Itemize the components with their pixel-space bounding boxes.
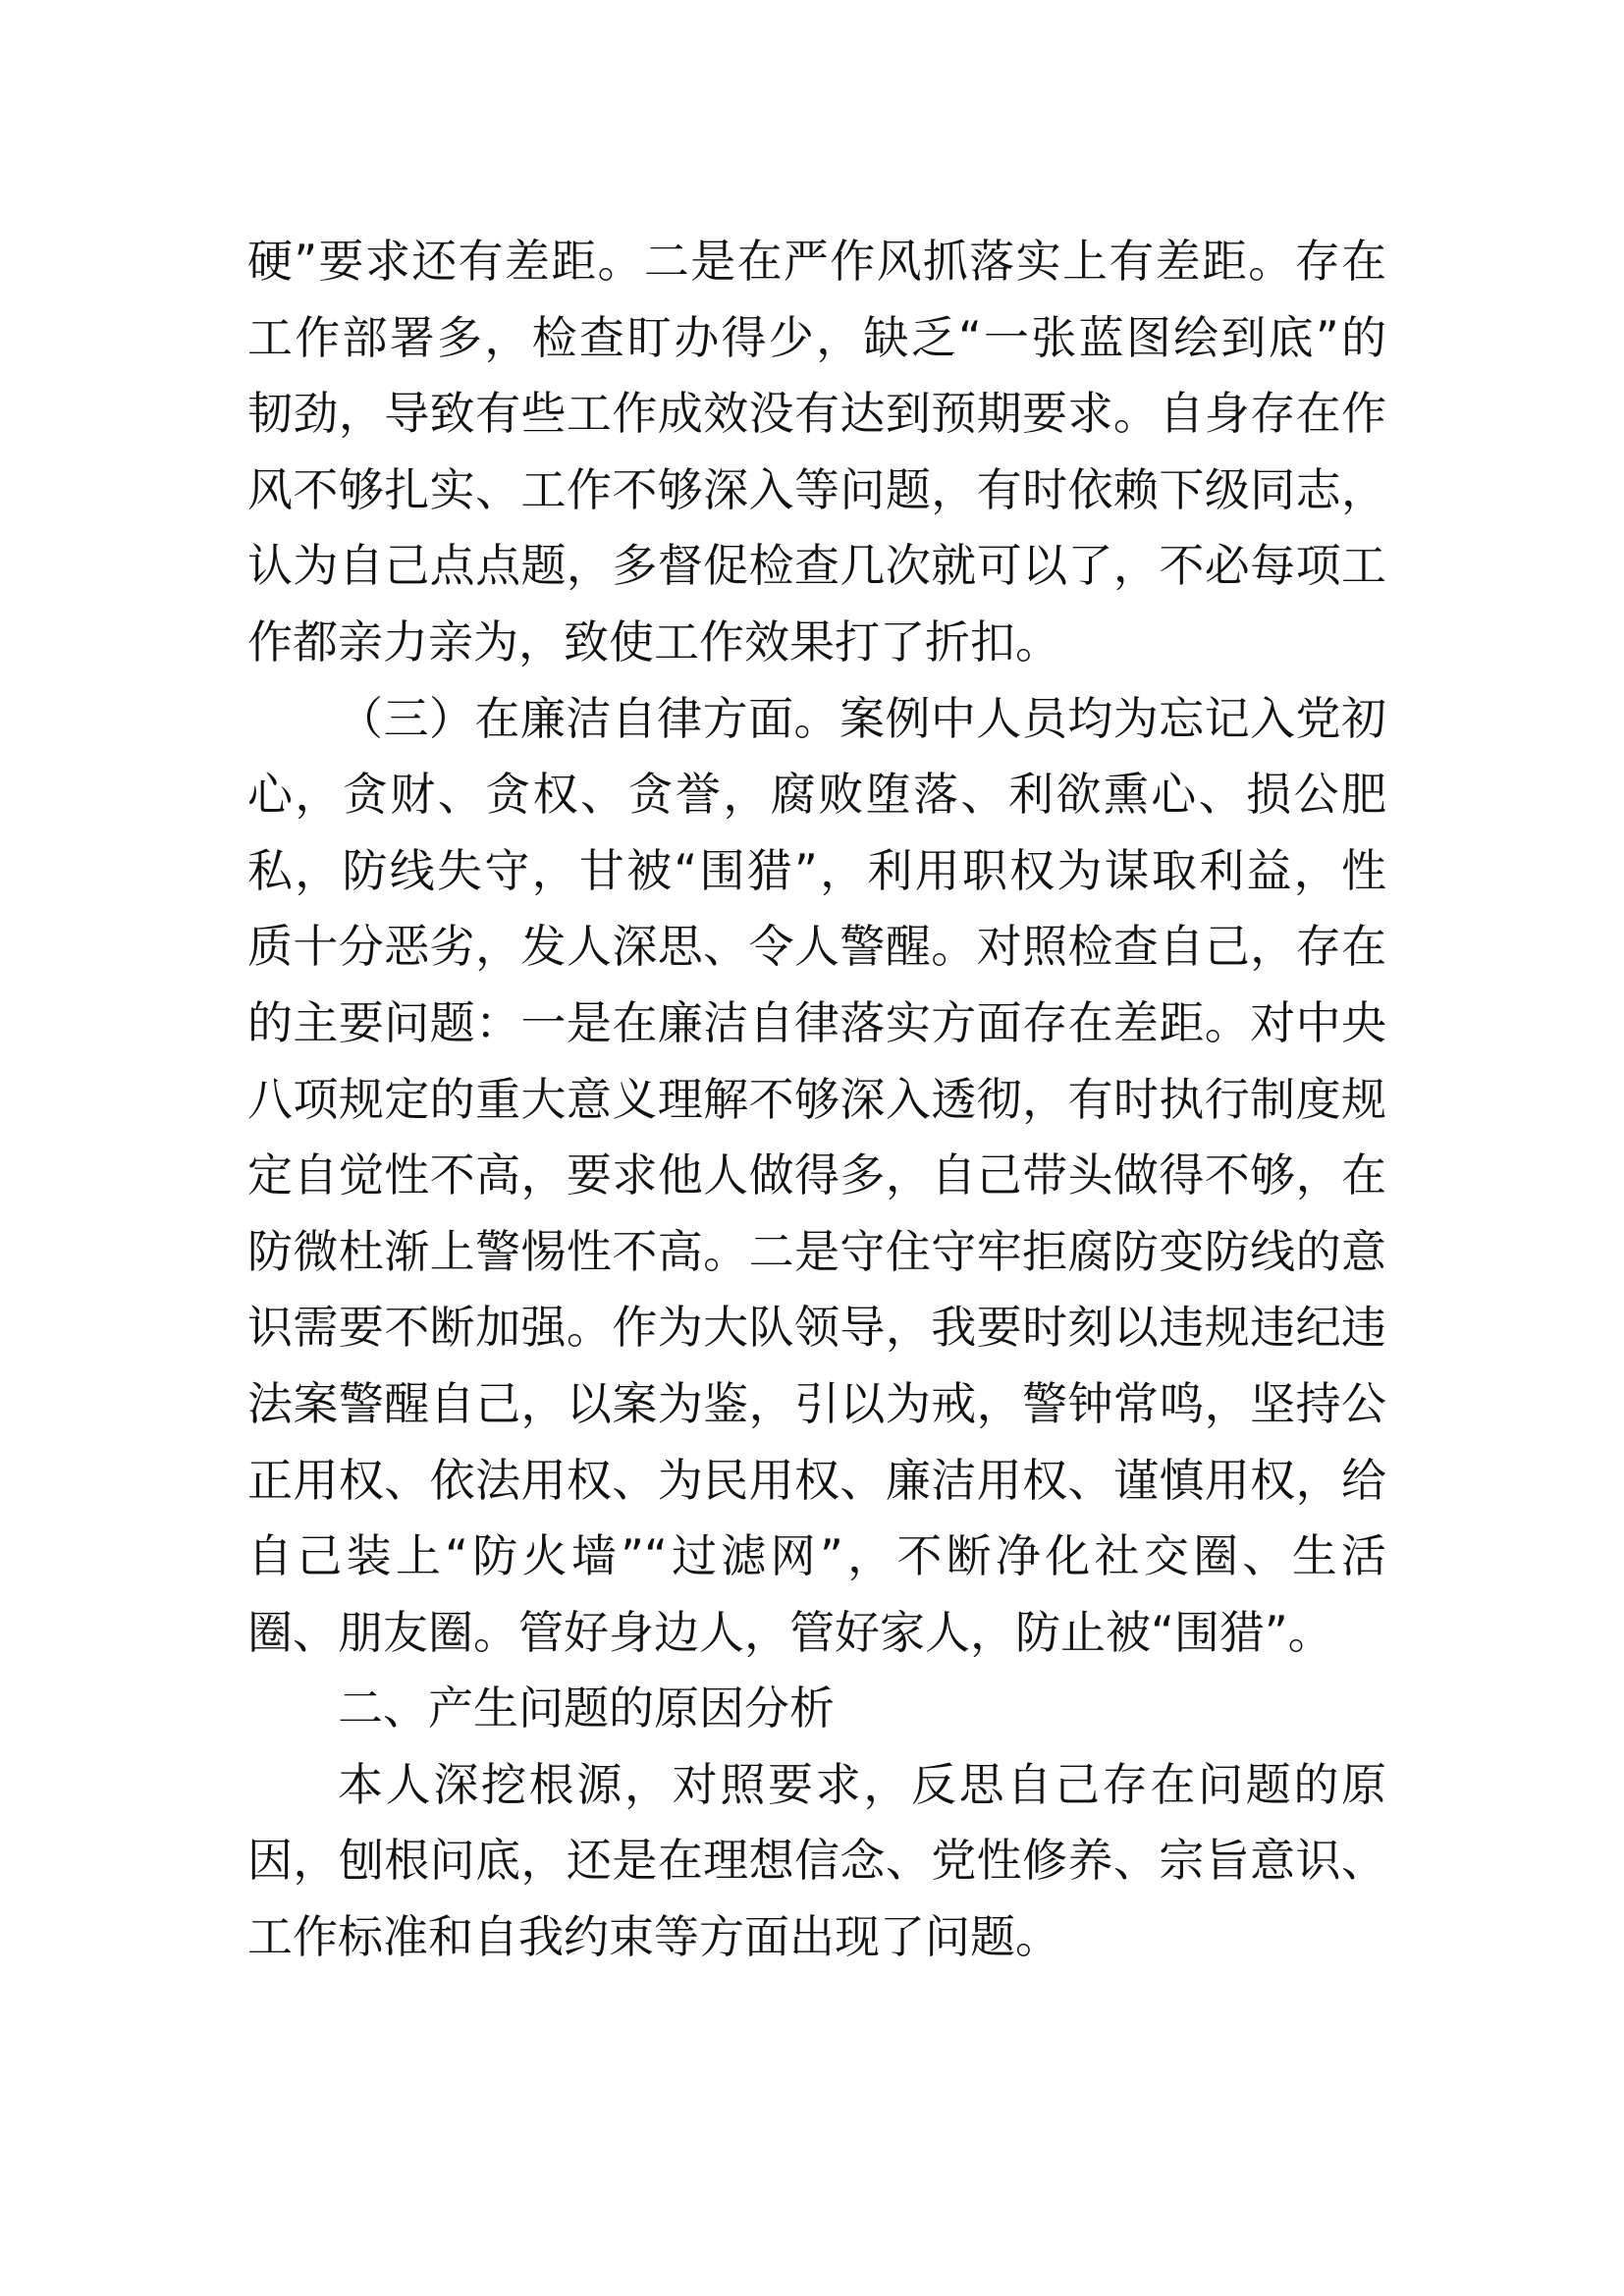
text-line: 法案警醒自己，以案为鉴，引以为戒，警钟常鸣，坚持公 <box>247 1376 1386 1430</box>
text-line: 正用权、依法用权、为民用权、廉洁用权、谨慎用权，给 <box>247 1453 1386 1507</box>
text-line: 心，贪财、贪权、贪誉，腐败堕落、利欲熏心、损公肥 <box>247 768 1386 822</box>
text-line: 定自觉性不高，要求他人做得多，自己带头做得不够，在 <box>247 1148 1386 1202</box>
text-line: 韧劲，导致有些工作成效没有达到预期要求。自身存在作 <box>247 387 1386 441</box>
text-line: 认为自己点点题，多督促检查几次就可以了，不必每项工 <box>247 539 1386 593</box>
section-heading: 二、产生问题的原因分析 <box>338 1682 835 1735</box>
text-line: 防微杜渐上警惕性不高。二是守住守牢拒腐防变防线的意 <box>247 1224 1386 1278</box>
text-line: 质十分恶劣，发人深思、令人警醒。对照检查自己，存在 <box>247 920 1386 974</box>
text-line: 本人深挖根源，对照要求，反思自己存在问题的原 <box>338 1757 1386 1811</box>
text-line: 因，刨根问底，还是在理想信念、党性修养、宗旨意识、 <box>247 1834 1386 1888</box>
text-line: 识需要不断加强。作为大队领导，我要时刻以违规违纪违 <box>247 1301 1386 1355</box>
text-line: 私，防线失守，甘被“围猎”，利用职权为谋取利益，性 <box>247 843 1386 897</box>
body-text <box>247 224 1386 1976</box>
text-line: 硬”要求还有差距。二是在严作风抓落实上有差距。存在 <box>247 235 1386 288</box>
text-line: 工作部署多，检查盯办得少，缺乏“一张蓝图绘到底”的 <box>247 310 1386 364</box>
text-line: 作都亲力亲为，致使工作效果打了折扣。 <box>247 614 1060 668</box>
text-line: 工作标准和自我约束等方面出现了问题。 <box>247 1910 1060 1964</box>
text-line: 圈、朋友圈。管好身边人，管好家人，防止被“围猎”。 <box>247 1605 1333 1659</box>
section-heading-line: （三）在廉洁自律方面。案例中人员均为忘记入党初 <box>338 691 1386 745</box>
text-line: 自己装上“防火墙”“过滤网”，不断净化社交圈、生活 <box>247 1529 1386 1583</box>
text-line: 的主要问题：一是在廉洁自律落实方面存在差距。对中央 <box>247 995 1386 1049</box>
text-line: 风不够扎实、工作不够深入等问题，有时依赖下级同志， <box>247 462 1386 516</box>
text-line: 八项规定的重大意义理解不够深入透彻，有时执行制度规 <box>247 1072 1386 1126</box>
